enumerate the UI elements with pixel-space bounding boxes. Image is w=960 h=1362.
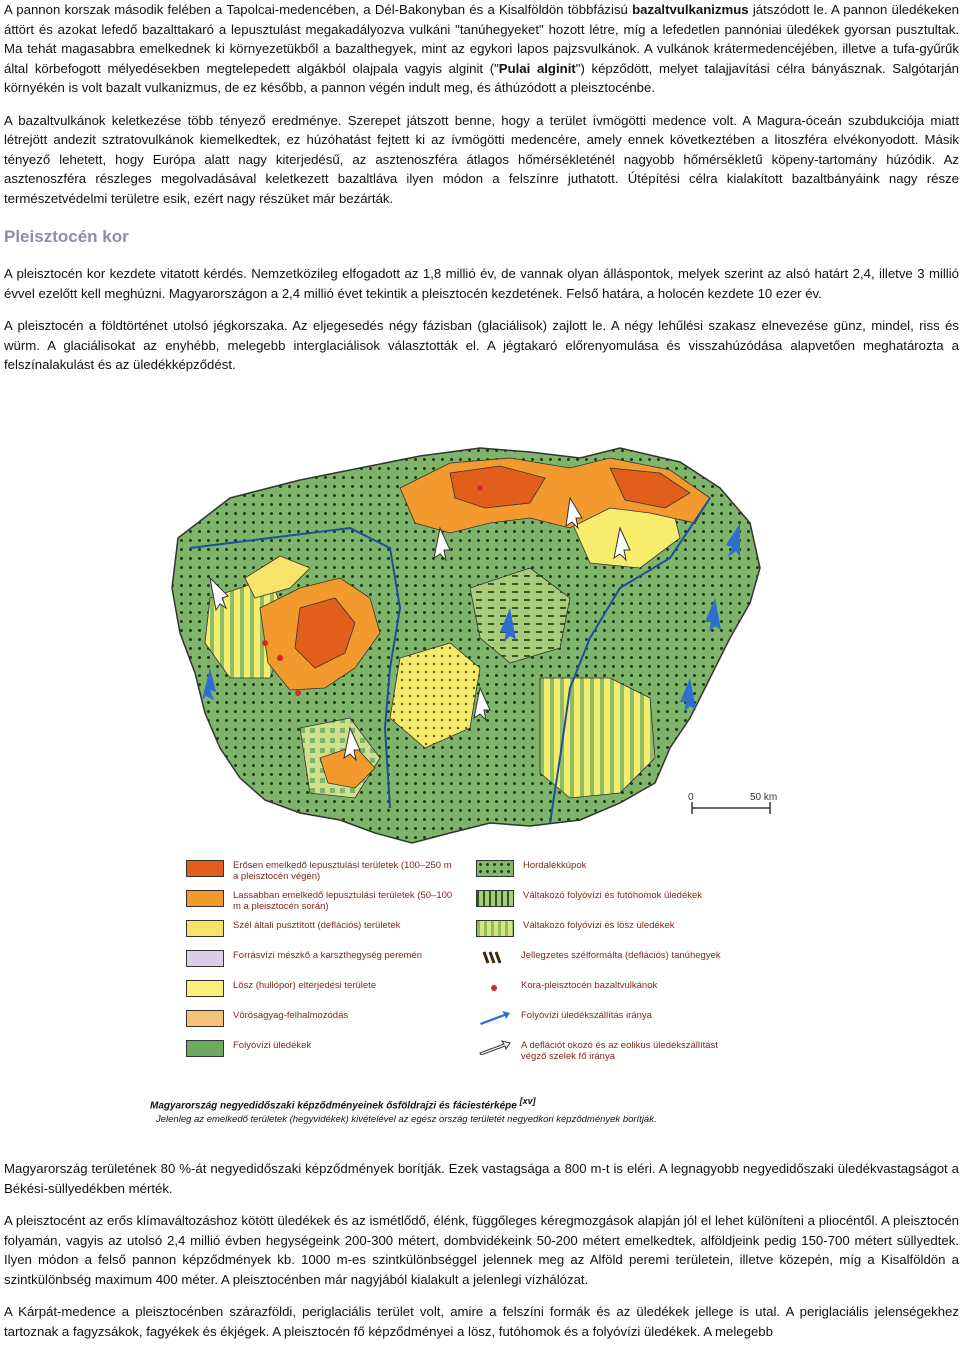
legend-swatch xyxy=(476,980,512,995)
legend-label: Vörösagyag-felhalmozódás xyxy=(233,1010,349,1021)
legend-item xyxy=(476,980,741,995)
paragraph-pleistocene-start: A pleisztocén kor kezdete vitatott kérdés. Nemzetközileg elfogadott az 1,8 millió év, de vannak olyan álláspontok, melyek szerint az alsó határt 2,4, illetve 3 millió évvel ezelőtt kell meghúzni. Magyarországon a 2,4 millió évet tekintik a pleisztocén kezdetének. Felső határa, a holocén kezdete 10 ezer év. xyxy=(4,266,959,301)
figure-caption xyxy=(150,1094,850,1127)
paragraph-basalt-origin: A bazaltvulkánok keletkezése több tényező eredménye. Szerepet játszott benne, hogy a terület ívmögötti medence volt. A Magura-óceán szubdukciója miatt létrejött andezit sztratovulkánok kiemelkedtek, ez húzóhatást fejtett ki az ívmögötti medencére, amely ennek következtében a litoszféra elvékonyodott. Másik tényező lehetett, hogy Európa alatt nagy kiterjedésű, az asztenoszféra átlagos hőmérsékleténél nagyobb hőmérsékletű köpeny-tartomány húzódik. Az asztenoszféra részleges megolvadásával keletkezett bazaltláva ilyen módon a felszínre juthatott. Útépítési célra kialakított bazaltbányáink nagy része természetvédelmi területre esik, ezért nagy részüket már bezárták. xyxy=(4,112,959,206)
legend-symbol-icon xyxy=(476,1010,512,1025)
legend-item xyxy=(186,890,453,912)
legend-label: Folyóvízi üledékszállítás iránya xyxy=(521,1010,652,1021)
legend-item xyxy=(476,890,743,907)
legend-label: Lösz (hullópor) elterjedési területe xyxy=(233,980,377,991)
legend-label: Lassabban emelkedő lepusztulási területek (50–100 m a pleisztocén során) xyxy=(233,890,453,912)
legend-label: Forrásvízi mészkő a karszthegység peremén xyxy=(233,950,423,961)
legend-label: Váltakozó folyóvízi és futóhomok üledékek xyxy=(523,890,703,901)
paragraph-ice-age: A pleisztocén a földtörténet utolsó jégkorszaka. Az eljegesedés négy fázisban (glaciálisok) zajlott le. A négy lehűlési szakasz elnevezése günz, mindel, riss és würm. A glaciálisokat az enyhébb, melegebb interglaciálisok választották el. A jégtakaró előrenyomulása és visszahúzódása alapvetően meghatározta a felszínalakulást és az üledékképződést. xyxy=(4,318,959,372)
legend-item xyxy=(476,860,743,877)
legend-swatch xyxy=(186,890,224,907)
legend-label: Folyóvízi üledékek xyxy=(233,1040,312,1051)
legend-label: Hordalékkúpok xyxy=(523,860,587,871)
paragraph-pleistocene-movements: A pleisztocént az erős klímaváltozáshoz kötött üledékek és az ismétlődő, élénk, függőleges kéregmozgások alapján jól el lehet különíteni a pliocéntől. A pleisztocén folyamán, vagyis az utolsó 2,4 millió évben hegységeink 200-300 métert, dombvidékeink 50-200 métert emelkedtek, alföldjeink pedig 150-700 métert süllyedtek. Ilyen módon a felső pannon képződmények kb. 1000 m-es szintkülönbséggel jelennek meg az Alföld peremi területein, illetve közepén, míg a Kisalföldön a szintkülönbség maximum 400 méter. A pleisztocénben már nagyjából kialakult a jelenlegi vízhálózat. xyxy=(4,1213,959,1287)
map-volcano-marker xyxy=(262,640,268,646)
legend-item xyxy=(186,1040,453,1057)
legend-swatch xyxy=(476,950,512,965)
bold-term-basalt: bazaltvulkanizmus xyxy=(632,2,749,17)
caption-title: Magyarország negyedidőszaki képződményeinek ősföldrajzi és fáciestérképe [xv] xyxy=(150,1096,536,1112)
map-scale-zero: 0 xyxy=(688,792,694,803)
legend-swatch xyxy=(476,1010,512,1025)
legend-item xyxy=(186,860,453,882)
legend-swatch xyxy=(476,920,514,937)
legend-symbol-icon xyxy=(476,950,512,965)
map-legend xyxy=(186,860,786,1075)
legend-item xyxy=(476,1010,741,1025)
legend-item xyxy=(476,1040,741,1062)
legend-symbol-icon xyxy=(476,980,512,995)
legend-label: Jellegzetes szélformálta (deflációs) tanúhegyek xyxy=(521,950,721,961)
map-scale-bar xyxy=(688,792,777,814)
map-volcano-marker xyxy=(277,655,283,661)
caption-subtitle: Jelenleg az emelkedő területek (hegyvidékek) kivételével az egész ország területét negyedkori képződmények borítják. xyxy=(156,1114,657,1126)
document-body-continued xyxy=(4,1159,959,1341)
map-volcano-marker xyxy=(477,485,483,491)
legend-item xyxy=(476,920,743,937)
legend-swatch xyxy=(186,1010,224,1027)
paragraph-quaternary-coverage: Magyarország területének 80 %-át negyedidőszaki képződmények borítják. Ezek vastagsága a 800 m-t is eléri. A legnagyobb negyedidőszaki üledékvastagságot a Békési-süllyedékben mérték. xyxy=(4,1161,959,1196)
legend-label: Szél általi pusztított (deflációs) területek xyxy=(233,920,401,931)
legend-swatch xyxy=(476,890,514,907)
legend-symbol-icon xyxy=(476,1040,512,1055)
paragraph-basalt-volcanism: A pannon korszak második felében a Tapolcai-medencében, a Dél-Bakonyban és a Kisalföldön többfázisú bazaltvulkanizmus játszódott le. A pannon üledékeken áttört és azokat lefedő bazalttakaró a lepusztulást megakadályozva vulkáni "tanúhegyeket" hozott létre, míg a lefedetlen pannóniai üledékek gyorsan pusztultak. Ma tehát magasabbra emelkednek ki környezetükből a bazalthegyek, mint az egykori lapos pajzsvulkánok. A vulkánok krátermedencéjében, illetve a tufa-gyűrűk által körbefogott mélyedésekben megtelepedett algákból olajpala vagyis alginit ("Pulai alginit") képződött, melyet talajjavítási célra bányásznak. Salgótarján környékén is volt bazalt vulkanizmus, de ez később, a pannon végén indult meg, és áthúzódott a pleisztocénbe. xyxy=(4,2,959,95)
map-scale-label: 50 km xyxy=(750,792,778,803)
caption-ref[interactable]: [xv] xyxy=(519,1096,536,1106)
legend-item xyxy=(186,920,453,937)
bold-term-alginit: Pulai alginit xyxy=(498,60,576,76)
legend-swatch xyxy=(186,980,224,997)
legend-swatch xyxy=(186,1040,224,1057)
legend-item xyxy=(476,950,741,965)
legend-label: Váltakozó folyóvízi és lösz üledékek xyxy=(523,920,675,931)
legend-swatch xyxy=(186,920,224,937)
legend-label: Erősen emelkedő lepusztulási területek (100–250 m a pleisztocén végén) xyxy=(233,860,452,882)
legend-swatch xyxy=(476,860,514,877)
legend-item xyxy=(186,1010,453,1027)
legend-item xyxy=(186,950,453,967)
legend-item xyxy=(186,980,453,997)
map-volcano-marker xyxy=(295,690,301,696)
legend-label: A deflációt okozó és az eolikus üledékszállítást végző szelek fő iránya xyxy=(521,1040,718,1062)
paragraph-periglacial: A Kárpát-medence a pleisztocénben szárazföldi, periglaciális terület volt, amire a felszíni formák és az üledékek jellege is utal. A periglaciális jelenségekhez tartoznak a fagyzsákok, fagyékek és ékjégek. A pleisztocén fő képződményei a lösz, futóhomok és a folyóvízi üledékek. A melegebb xyxy=(4,1304,959,1339)
legend-swatch xyxy=(186,860,224,877)
legend-swatch xyxy=(476,1040,512,1055)
section-heading: Pleisztocén kor xyxy=(4,227,129,246)
legend-swatch xyxy=(186,950,224,967)
document-body xyxy=(4,0,959,375)
legend-label: Kora-pleisztocén bazaltvulkánok xyxy=(521,980,658,991)
